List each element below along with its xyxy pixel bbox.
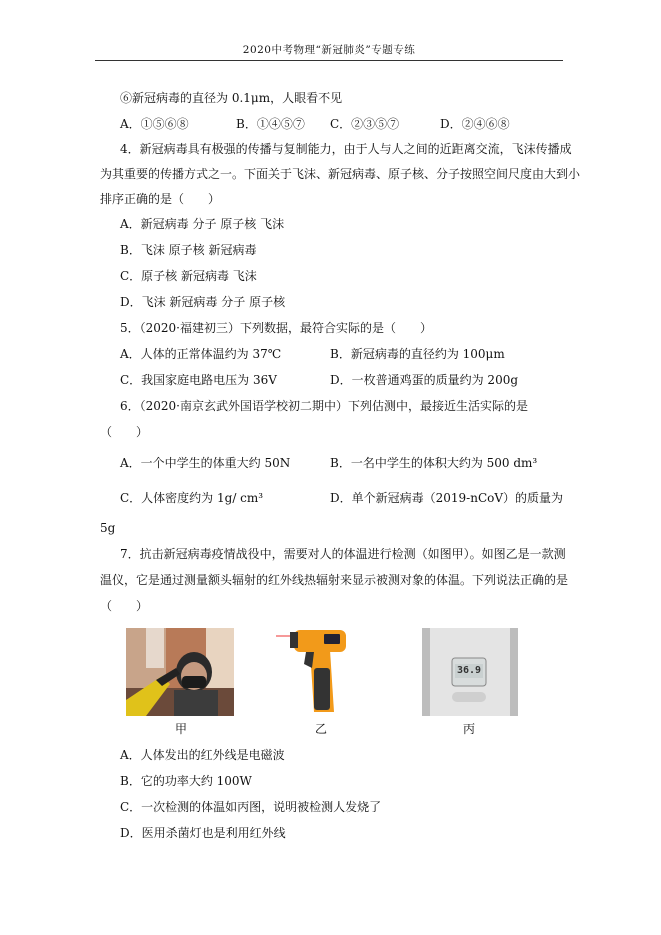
q6-line1: 6．（2020·南京玄武外国语学校初二期中）下列估测中，最接近生活实际的是 [120, 399, 528, 413]
q7-line1: 7．抗击新冠病毒疫情战役中，需要对人的体温进行检测（如图甲）。如图乙是一款测 [120, 547, 566, 561]
thermometer-reading: 36.9 [456, 665, 482, 676]
q4-option-c: C．原子核 新冠病毒 飞沫 [120, 269, 257, 283]
q7-option-d: D．医用杀菌灯也是利用红外线 [120, 826, 286, 840]
caption-jia: 甲 [174, 722, 187, 736]
q6-option-a: A．一个中学生的体重大约 50N [120, 456, 291, 470]
q6-option-d: D．单个新冠病毒（2019-nCoV）的质量为 [330, 491, 564, 505]
option-c: C．②③⑤⑦ [330, 117, 400, 131]
q7-option-c: C．一次检测的体温如丙图，说明被检测人发烧了 [120, 800, 382, 814]
q5-option-d: D．一枚普通鸡蛋的质量约为 200g [330, 373, 519, 387]
q7-line3: （ ） [100, 599, 149, 613]
q6-line2: （ ） [100, 425, 149, 439]
q6-option-d-cont: 5g [100, 521, 116, 535]
q4-option-b: B．飞沫 原子核 新冠病毒 [120, 243, 257, 257]
figure-jia-photo [126, 628, 234, 716]
q7-option-b: B．它的功率大约 100W [120, 774, 252, 788]
option-d: D．②④⑥⑧ [440, 117, 510, 131]
page-header: 2020中考物理“新冠肺炎”专题专练 [242, 44, 416, 56]
q4-option-d: D．飞沫 新冠病毒 分子 原子核 [120, 295, 286, 309]
q6-option-c: C．人体密度约为 1g/ cm³ [120, 491, 264, 505]
q5-option-c: C．我国家庭电路电压为 36V [120, 373, 277, 387]
q5-stem: 5．（2020·福建初三）下列数据，最符合实际的是（ ） [120, 321, 432, 335]
q6-option-b: B．一名中学生的体积大约为 500 dm³ [330, 456, 538, 470]
q4-line3: 排序正确的是（ ） [100, 192, 221, 206]
q7-option-a: A．人体发出的红外线是电磁波 [120, 748, 285, 762]
option-a: A．①⑤⑥⑧ [120, 117, 189, 131]
figure-yi-thermometer [276, 628, 352, 716]
q7-line2: 温仪，它是通过测量额头辐射的红外线热辐射来显示被测对象的体温。下列说法正确的是 [100, 573, 569, 587]
figure-bing-thermometer [422, 628, 518, 716]
caption-yi: 乙 [314, 722, 327, 736]
q5-option-a: A．人体的正常体温约为 37℃ [120, 347, 282, 361]
q4-line1: 4．新冠病毒具有极强的传播与复制能力，由于人与人之间的近距离交流，飞沫传播成 [120, 142, 572, 156]
q4-option-a: A．新冠病毒 分子 原子核 飞沫 [120, 217, 285, 231]
q5-option-b: B．新冠病毒的直径约为 100μm [330, 347, 505, 361]
q4-line2: 为其重要的传播方式之一。下面关于飞沫、新冠病毒、原子核、分子按照空间尺度由大到小 [100, 167, 581, 181]
option-b: B．①④⑤⑦ [236, 117, 305, 131]
caption-bing: 丙 [462, 722, 475, 736]
header-rule [95, 60, 563, 61]
item-6-text: ⑥新冠病毒的直径为 0.1μm，人眼看不见 [120, 91, 343, 105]
